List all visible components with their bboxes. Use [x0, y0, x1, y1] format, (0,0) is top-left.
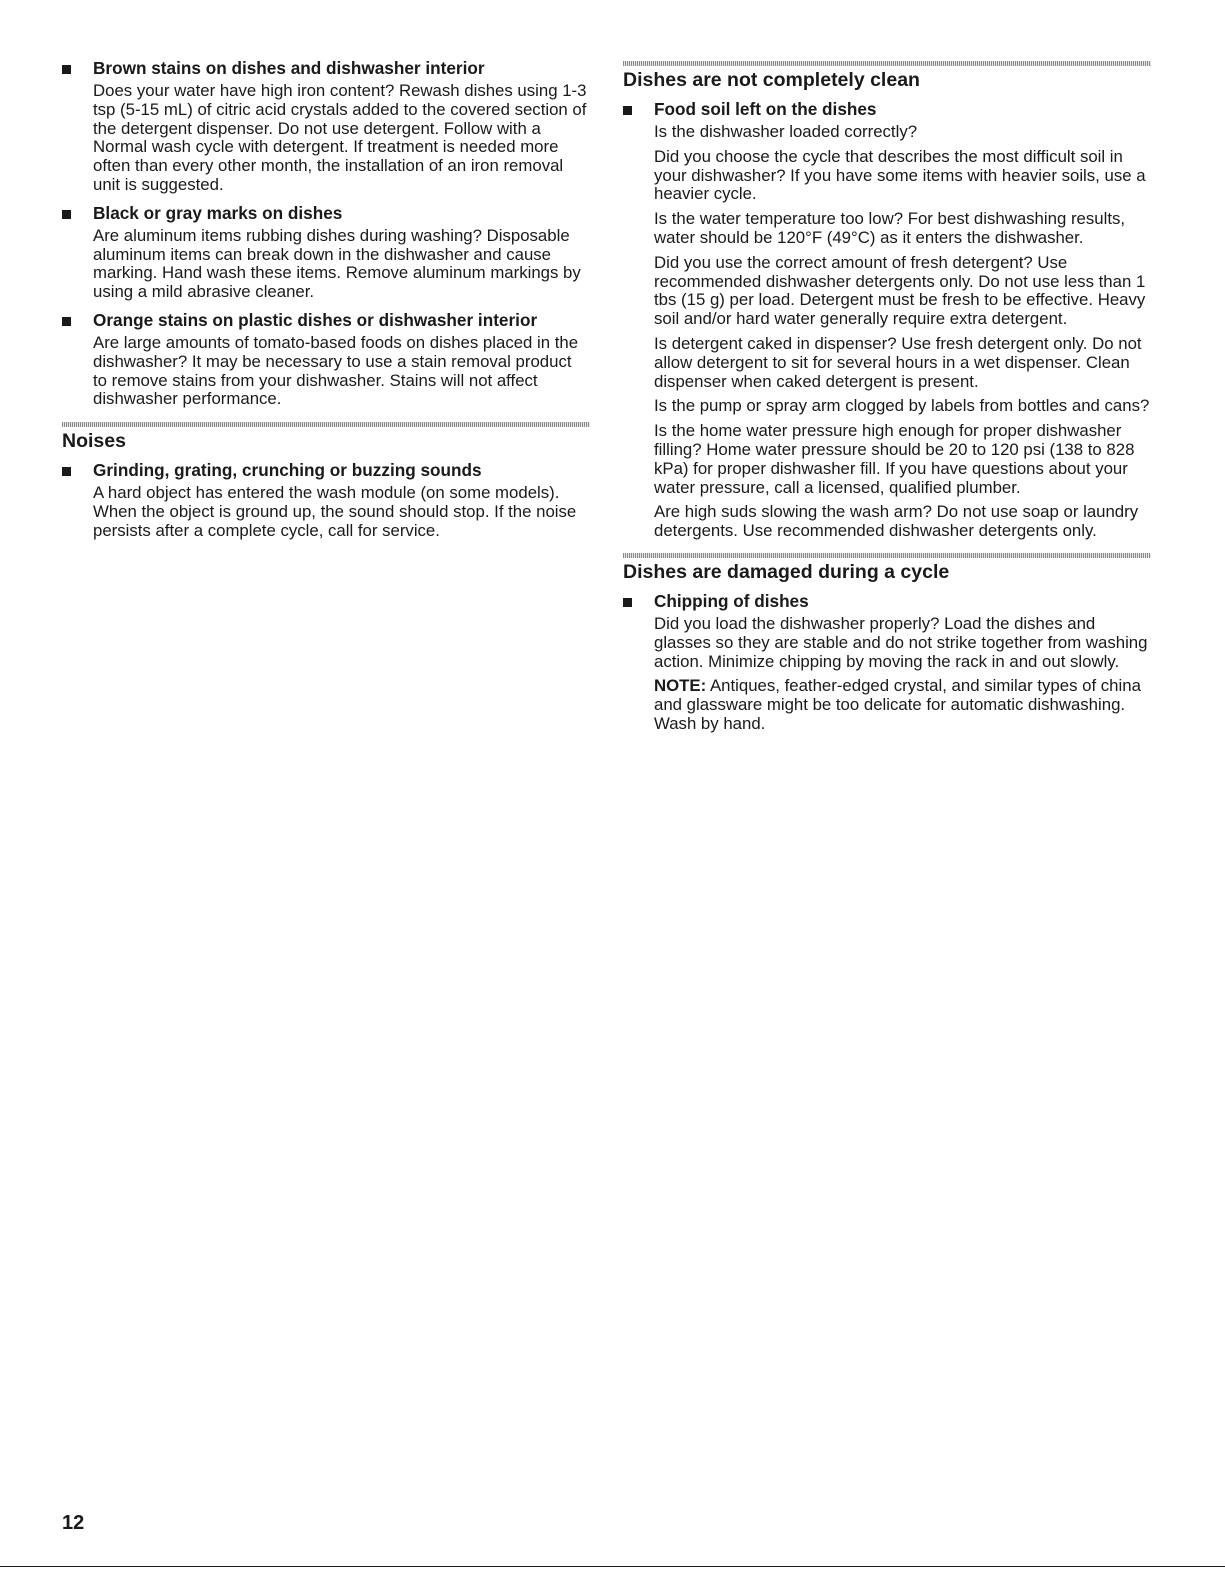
bullet-square-icon	[62, 210, 71, 219]
paragraph-black-marks: Are aluminum items rubbing dishes during washing? Disposable aluminum items can break down in the dishwasher and cause marking. Hand wash these items. Remove aluminum markings by using a mild abrasive cleaner.	[93, 225, 581, 302]
bullet-heading-orange-stains: Orange stains on plastic dishes or dishwasher interior	[93, 309, 538, 330]
bullet-square-icon	[623, 106, 632, 115]
page-bottom-rule	[0, 1566, 1225, 1567]
paragraph-water-temperature: Is the water temperature too low? For best dishwashing results, water should be 120°F (49°C) as it enters the dishwasher.	[654, 209, 1126, 247]
page-number: 12	[62, 1512, 85, 1534]
paragraph-detergent-amount: Did you use the correct amount of fresh detergent? Use recommended dishwasher detergents only. Do not use less than 1 tbs (15 g) per load. Detergent must be fresh to be effective. Heavy soil and/or hard water generally require extra detergent.	[654, 252, 1146, 329]
left-column	[62, 0, 590, 541]
bullet-square-icon	[623, 598, 632, 607]
paragraph-orange-stains: Are large amounts of tomato-based foods on dishes placed in the dishwasher? It may be necessary to use a stain removal product to remove stains from your dishwasher. Stains will not affect dishwasher performance.	[93, 332, 579, 409]
bullet-heading-grinding-sounds: Grinding, grating, crunching or buzzing sounds	[93, 460, 482, 481]
note-label: NOTE:	[654, 676, 707, 696]
bullet-orange-stains	[62, 310, 590, 409]
section-title-noises: Noises	[62, 430, 126, 453]
bullet-food-soil	[623, 99, 1151, 541]
bullet-square-icon	[62, 317, 71, 326]
paragraph-water-pressure: Is the home water pressure high enough for proper dishwasher filling? Home water pressure should be 20 to 120 psi (138 to 828 kPa) for proper dishwasher fill. If you have questions about your water pressure, call a licensed, qualified plumber.	[654, 421, 1135, 497]
section-divider	[62, 422, 590, 427]
bullet-chipping	[623, 591, 1151, 734]
bullet-brown-stains	[62, 58, 590, 195]
paragraph-high-suds: Are high suds slowing the wash arm? Do not use soap or laundry detergents. Use recommended dishwasher detergents only.	[654, 502, 1139, 541]
section-divider	[623, 553, 1151, 558]
paragraph-note	[654, 677, 1151, 733]
bullet-grinding-sounds	[62, 460, 590, 540]
bullet-square-icon	[62, 65, 71, 74]
paragraph-brown-stains: Does your water have high iron content? Rewash dishes using 1-3 tsp (5-15 mL) of citric acid crystals added to the covered section of the detergent dispenser. Do not use detergent. Follow with a Normal wash cycle with detergent. If treatment is needed more often than every other month, the installation of an iron removal unit is suggested.	[93, 81, 587, 194]
paragraph-grinding-sounds: A hard object has entered the wash module (on some models). When the object is ground up, the sound should stop. If the noise persists after a complete cycle, call for service.	[93, 483, 577, 540]
section-divider	[623, 61, 1151, 66]
bullet-square-icon	[62, 467, 71, 476]
paragraph-caked-detergent: Is detergent caked in dispenser? Use fresh detergent only. Do not allow detergent to sit for several hours in a wet dispenser. Clean dispenser when caked detergent is present.	[654, 333, 1142, 391]
bullet-heading-food-soil: Food soil left on the dishes	[654, 99, 877, 119]
section-title-not-clean: Dishes are not completely clean	[623, 69, 920, 91]
paragraph-spray-arm-clogged: Is the pump or spray arm clogged by labels from bottles and cans?	[654, 396, 1150, 416]
right-column	[623, 0, 1151, 734]
section-title-damaged: Dishes are damaged during a cycle	[623, 560, 950, 583]
paragraph-load-properly: Did you load the dishwasher properly? Load the dishes and glasses so they are stable and do not strike together from washing action. Minimize chipping by moving the rack in and out slowly.	[654, 613, 1148, 671]
bullet-heading-brown-stains: Brown stains on dishes and dishwasher interior	[93, 58, 485, 78]
bullet-heading-black-marks: Black or gray marks on dishes	[93, 202, 343, 223]
bullet-heading-chipping: Chipping of dishes	[654, 590, 809, 611]
bullet-black-marks	[62, 203, 590, 302]
paragraph-loaded-correctly: Is the dishwasher loaded correctly?	[654, 122, 918, 141]
note-text: Antiques, feather-edged crystal, and similar types of china and glassware might be too delicate for automatic dishwashing. Wash by hand.	[654, 676, 1141, 733]
paragraph-cycle-choice: Did you choose the cycle that describes the most difficult soil in your dishwasher? If you have some items with heavier soils, use a heavier cycle.	[654, 146, 1146, 204]
